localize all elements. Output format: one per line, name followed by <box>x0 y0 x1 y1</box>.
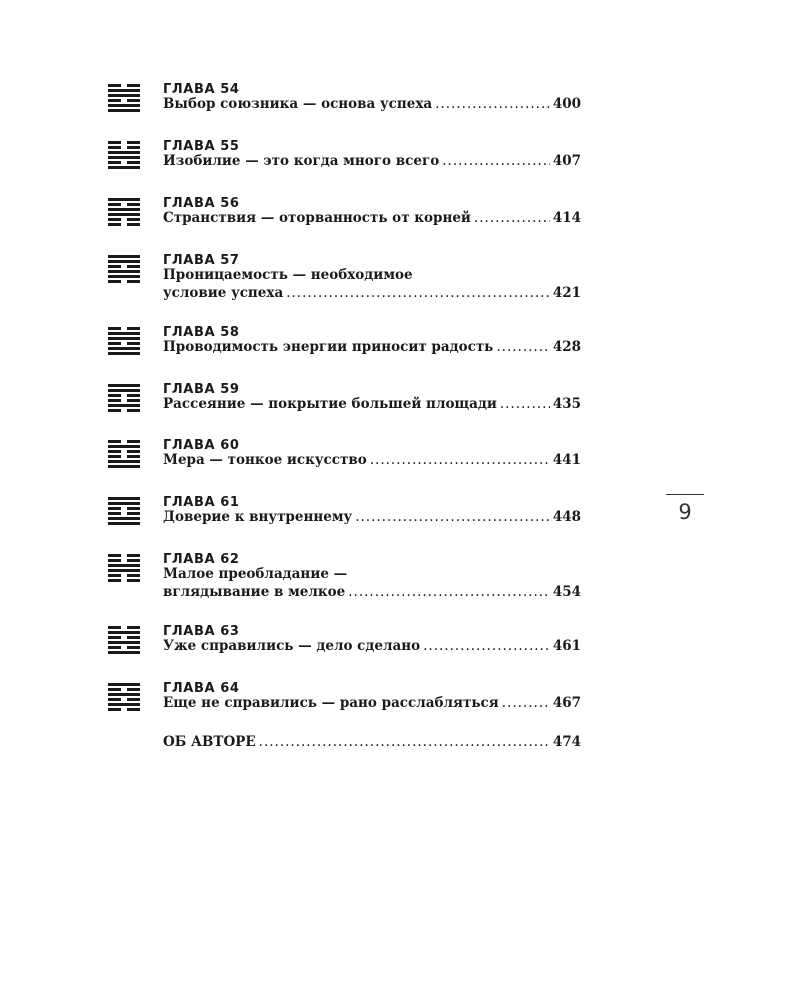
hexagram-icon <box>108 440 140 470</box>
dot-leader <box>435 95 550 113</box>
page-number: 9 <box>678 500 692 524</box>
chapter-label: ГЛАВА 59 <box>163 382 240 397</box>
chapter-title: вглядывание в мелкое <box>163 584 346 600</box>
page-ref: 467 <box>552 695 581 711</box>
dot-leader <box>502 694 550 712</box>
chapter-title: Выбор союзника — основа успеха <box>163 96 433 112</box>
page-ref: 407 <box>552 153 581 169</box>
dot-leader <box>259 733 550 751</box>
page-ref: 461 <box>552 638 581 654</box>
chapter-title: Еще не справились — рано расслабляться <box>163 695 499 711</box>
chapter-label: ГЛАВА 58 <box>163 325 240 340</box>
hexagram-icon <box>108 327 140 357</box>
chapter-title: Рассеяние — покрытие большей площади <box>163 396 497 412</box>
chapter-title: условие успеха <box>163 285 284 301</box>
chapter-label: ГЛАВА 64 <box>163 681 240 696</box>
dot-leader <box>423 637 550 655</box>
chapter-label: ГЛАВА 55 <box>163 139 240 154</box>
dot-leader <box>442 152 550 170</box>
dot-leader <box>500 395 550 413</box>
hexagram-icon <box>108 255 140 285</box>
folio-rule <box>666 494 704 495</box>
hexagram-icon <box>108 384 140 414</box>
page-ref: 441 <box>552 452 581 468</box>
chapter-title: Проницаемость — необходимое <box>163 267 413 283</box>
page-ref: 400 <box>552 96 581 112</box>
dot-leader <box>286 284 550 302</box>
chapter-title: Уже справились — дело сделано <box>163 638 421 654</box>
page-ref: 421 <box>552 285 581 301</box>
chapter-title: Изобилие — это когда много всего <box>163 153 440 169</box>
dot-leader <box>474 209 550 227</box>
page-ref: 435 <box>552 396 581 412</box>
chapter-title: Мера — тонкое искусство <box>163 452 367 468</box>
chapter-label: ГЛАВА 56 <box>163 196 240 211</box>
dot-leader <box>355 508 550 526</box>
hexagram-icon <box>108 683 140 713</box>
dot-leader <box>348 583 550 601</box>
chapter-label: ГЛАВА 57 <box>163 253 240 268</box>
hexagram-icon <box>108 497 140 527</box>
page-ref: 414 <box>552 210 581 226</box>
hexagram-icon <box>108 626 140 656</box>
chapter-label: ГЛАВА 62 <box>163 552 240 567</box>
chapter-title: Странствия — оторванность от корней <box>163 210 471 226</box>
hexagram-icon <box>108 554 140 584</box>
dot-leader <box>370 451 550 469</box>
page-ref: 448 <box>552 509 581 525</box>
page-ref: 474 <box>552 734 581 750</box>
hexagram-icon <box>108 141 140 171</box>
chapter-label: ГЛАВА 61 <box>163 495 240 510</box>
hexagram-icon <box>108 84 140 114</box>
chapter-label: ГЛАВА 60 <box>163 438 240 453</box>
dot-leader <box>496 338 549 356</box>
chapter-title: ОБ АВТОРЕ <box>163 734 256 750</box>
chapter-title: Проводимость энергии приносит радость <box>163 339 494 355</box>
hexagram-icon <box>108 198 140 228</box>
chapter-label: ГЛАВА 63 <box>163 624 240 639</box>
chapter-title: Малое преобладание — <box>163 566 348 582</box>
chapter-title: Доверие к внутреннему <box>163 509 353 525</box>
page-ref: 428 <box>552 339 581 355</box>
chapter-label: ГЛАВА 54 <box>163 82 240 97</box>
page-ref: 454 <box>552 584 581 600</box>
